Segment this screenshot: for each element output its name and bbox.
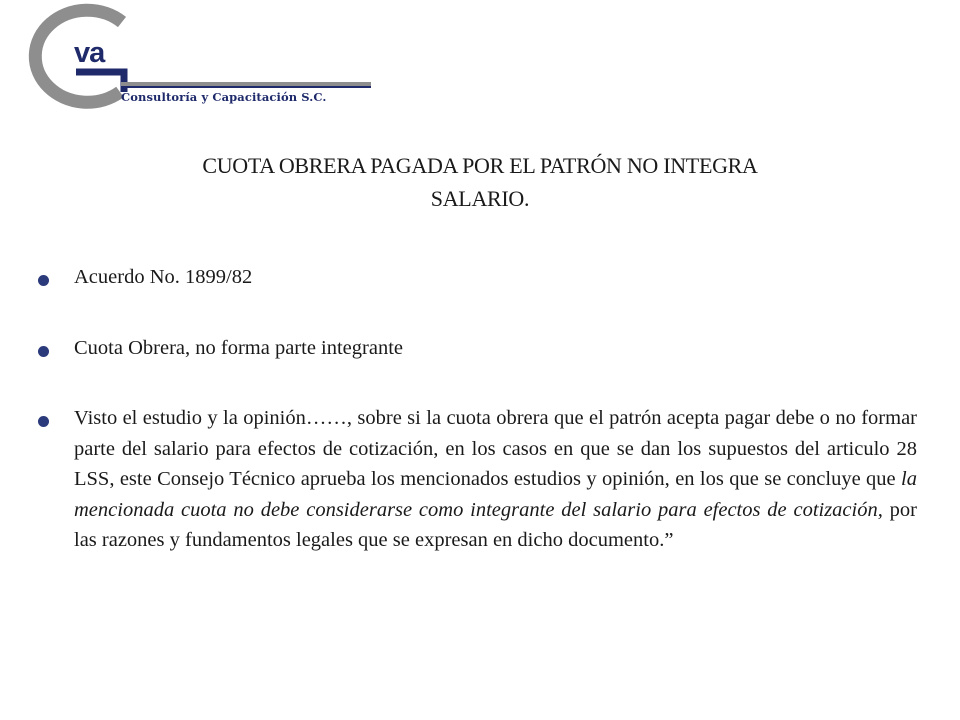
logo-tagline: Consultoría y Capacitación S.C. — [121, 90, 327, 104]
company-logo — [0, 0, 380, 130]
bullet-item — [37, 262, 917, 293]
bullet-list — [37, 262, 917, 556]
bullet-item — [37, 333, 917, 364]
slide-title — [100, 149, 860, 215]
title-line-2: SALARIO. — [430, 186, 530, 211]
bullet-dot-icon — [38, 346, 49, 357]
bullet-text: Acuerdo No. 1899/82 — [74, 266, 253, 288]
bullet-dot-icon — [38, 416, 49, 427]
logo-letters: va — [74, 37, 105, 69]
bullet-item — [37, 403, 917, 556]
bullet-text-part-1: Visto el estudio y la opinión……, sobre si la cuota obrera que el patrón acepta pagar debe o no formar parte del salario para efectos de cotización, en los casos en que se dan los supuestos del articulo 28 LSS, este Consejo Técnico aprueba los mencionados estudios y opinión, en los que se concluye que — [74, 407, 917, 490]
bullet-text-part-2: por las razones y fundamentos legales que se expresan en dicho documento.” — [74, 498, 918, 551]
bullet-text — [74, 403, 917, 556]
bullet-dot-icon — [38, 275, 49, 286]
bullet-text: Cuota Obrera, no forma parte integrante — [74, 336, 404, 359]
logo-g-mark — [0, 0, 380, 130]
title-line-1: CUOTA OBRERA PAGADA POR EL PATRÓN NO INTEGRA — [202, 153, 758, 178]
bullet-text-emphasis: la mencionada cuota no debe considerarse como integrante del salario para efectos de cotización, — [74, 468, 917, 521]
